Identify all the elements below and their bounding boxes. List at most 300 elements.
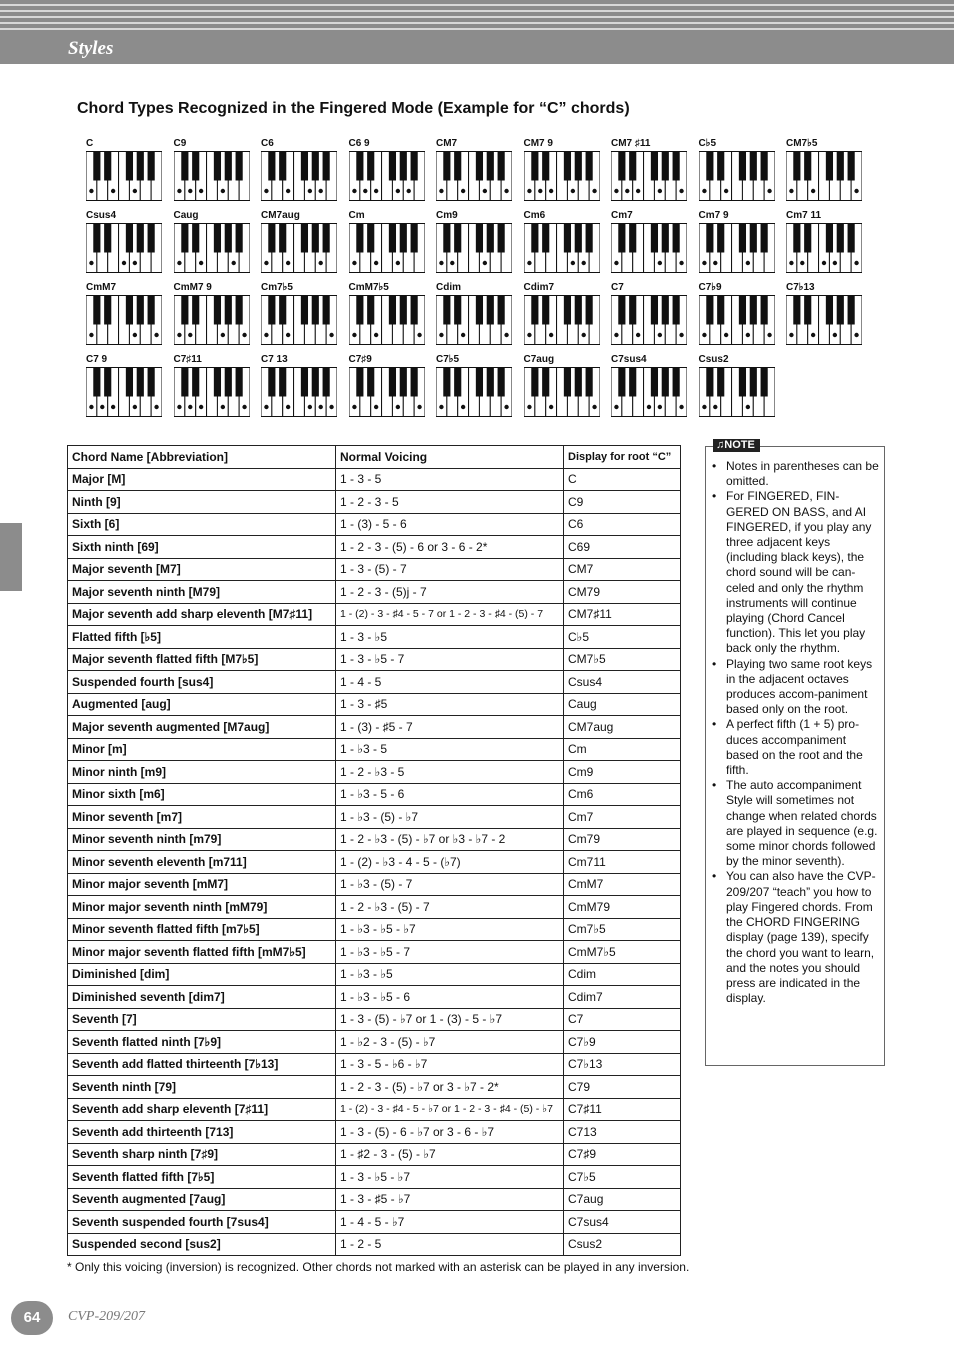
chord-name-cell: Minor seventh ninth [m79] (68, 828, 336, 851)
pressed-key-dot (352, 405, 356, 409)
voicing-cell: 1 - ♯2 - 3 - (5) - ♭7 (336, 1143, 564, 1166)
chord-name-cell: Seventh flatted fifth [7♭5] (68, 1166, 336, 1189)
pressed-key-dot (231, 261, 235, 265)
chord-diagram-name: Cm6 (523, 210, 546, 221)
pressed-key-dot (417, 333, 421, 337)
chord-diagram (436, 205, 516, 273)
pressed-key-dot (154, 405, 158, 409)
table-row (68, 783, 681, 806)
chord-diagram (786, 205, 866, 273)
black-key (826, 152, 833, 181)
table-row (68, 828, 681, 851)
voicing-cell: 1 - 3 - ♯5 (336, 693, 564, 716)
black-key (224, 224, 231, 253)
pressed-key-dot (352, 189, 356, 193)
table-row (68, 738, 681, 761)
keyboard-icon (524, 151, 600, 201)
display-cell: C7♭9 (564, 1031, 681, 1054)
black-key (268, 296, 275, 325)
black-key (793, 224, 800, 253)
chord-diagram (611, 349, 691, 417)
black-key (148, 368, 155, 397)
black-key (104, 152, 111, 181)
black-key (651, 368, 658, 397)
black-key (356, 368, 363, 397)
pressed-key-dot (220, 333, 224, 337)
keyboard-icon (524, 367, 600, 417)
voicing-cell: 1 - ♭3 - 5 - 6 (336, 783, 564, 806)
black-key (137, 224, 144, 253)
pressed-key-dot (548, 333, 552, 337)
pressed-key-dot (789, 261, 793, 265)
chord-diagram-name: Cm7♭5 (261, 282, 293, 293)
pressed-key-dot (504, 405, 508, 409)
pressed-key-dot (188, 189, 192, 193)
black-key (367, 152, 374, 181)
black-key (224, 368, 231, 397)
keyboard-icon (86, 223, 162, 273)
black-key (706, 152, 713, 181)
pressed-key-dot (461, 189, 465, 193)
chord-diagram-grid (86, 133, 886, 423)
pressed-key-dot (461, 405, 465, 409)
black-key (804, 296, 811, 325)
keyboard-icon (611, 151, 687, 201)
pressed-key-dot (198, 189, 202, 193)
note-item: • Notes in parentheses can be omitted. (711, 459, 881, 489)
model-name: CVP-209/207 (68, 1309, 145, 1324)
display-cell: C7sus4 (564, 1211, 681, 1234)
black-key (531, 368, 538, 397)
pressed-key-dot (373, 189, 377, 193)
chord-diagram (786, 277, 866, 345)
column-header-display: Display for root “C” (564, 446, 681, 469)
black-key (104, 368, 111, 397)
chord-name-cell: Seventh suspended fourth [7sus4] (68, 1211, 336, 1234)
black-key (717, 368, 724, 397)
pressed-key-dot (89, 261, 93, 265)
black-key (629, 296, 636, 325)
black-key (563, 296, 570, 325)
black-key (706, 224, 713, 253)
chord-diagram-name: C (86, 138, 94, 149)
pressed-key-dot (133, 333, 137, 337)
pressed-key-dot (111, 405, 115, 409)
keyboard-icon (349, 295, 425, 345)
chord-name-cell: Seventh flatted ninth [7♭9] (68, 1031, 336, 1054)
keyboard-icon (611, 223, 687, 273)
black-key (487, 152, 494, 181)
black-key (181, 368, 188, 397)
chord-diagram-name: CM7 9 (523, 138, 553, 149)
chord-diagram (261, 277, 341, 345)
table-row (68, 513, 681, 536)
keyboard-icon (436, 151, 512, 201)
voicing-cell: 1 - (2) - 3 - ♯4 - 5 - 7 or 1 - 2 - 3 - ♯4 - (5) - 7 (336, 603, 564, 626)
display-cell: CM7aug (564, 716, 681, 739)
pressed-key-dot (723, 189, 727, 193)
black-key (749, 224, 756, 253)
display-cell: C7♯11 (564, 1098, 681, 1121)
pressed-key-dot (614, 189, 618, 193)
note-item: • Playing two same root keys in the adjacent octaves produces accom-paniment based only on the root. (711, 657, 881, 718)
voicing-cell: 1 - ♭2 - 3 - (5) - ♭7 (336, 1031, 564, 1054)
pressed-key-dot (647, 405, 651, 409)
black-key (629, 224, 636, 253)
chord-diagram-name: C7♯11 (173, 354, 202, 365)
footnote: * Only this voicing (inversion) is recognized. Other chords not marked with an asterisk can be played in any inversion. (67, 1260, 690, 1274)
black-key (563, 224, 570, 253)
black-key (837, 152, 844, 181)
black-key (848, 296, 855, 325)
page-section-title: Styles (68, 38, 114, 59)
table-row (68, 1031, 681, 1054)
chord-diagram (611, 133, 691, 201)
pressed-key-dot (264, 189, 268, 193)
chord-diagram-name: CM7aug (261, 210, 300, 221)
pressed-key-dot (527, 261, 531, 265)
chord-diagram (611, 277, 691, 345)
black-key (749, 296, 756, 325)
black-key (651, 296, 658, 325)
black-key (629, 152, 636, 181)
table-header-row (68, 446, 681, 469)
pressed-key-dot (308, 405, 312, 409)
pressed-key-dot (242, 405, 246, 409)
black-key (443, 152, 450, 181)
pressed-key-dot (198, 261, 202, 265)
chord-diagram (86, 205, 166, 273)
black-key (356, 152, 363, 181)
pressed-key-dot (395, 261, 399, 265)
black-key (585, 224, 592, 253)
keyboard-icon (261, 151, 337, 201)
pressed-key-dot (373, 261, 377, 265)
black-key (793, 152, 800, 181)
pressed-key-dot (319, 261, 323, 265)
display-cell: CmM79 (564, 896, 681, 919)
chord-diagram (261, 349, 341, 417)
pressed-key-dot (702, 333, 706, 337)
voicing-cell: 1 - (2) - ♭3 - 4 - 5 - (♭7) (336, 851, 564, 874)
black-key (443, 224, 450, 253)
chord-diagram (174, 277, 254, 345)
pressed-key-dot (713, 261, 717, 265)
voicing-cell: 1 - ♭3 - (5) - ♭7 (336, 806, 564, 829)
black-key (454, 368, 461, 397)
pressed-key-dot (373, 405, 377, 409)
pressed-key-dot (723, 333, 727, 337)
pressed-key-dot (177, 261, 181, 265)
chord-diagram (349, 277, 429, 345)
pressed-key-dot (439, 333, 443, 337)
voicing-cell: 1 - 3 - 5 - ♭6 - ♭7 (336, 1053, 564, 1076)
chord-diagram (174, 133, 254, 201)
pressed-key-dot (133, 189, 137, 193)
voicing-cell: 1 - (3) - 5 - 6 (336, 513, 564, 536)
black-key (410, 224, 417, 253)
display-cell: Csus4 (564, 671, 681, 694)
voicing-cell: 1 - ♭3 - ♭5 - 7 (336, 941, 564, 964)
pressed-key-dot (789, 189, 793, 193)
chord-diagram (436, 349, 516, 417)
black-key (454, 152, 461, 181)
chord-name-cell: Ninth [9] (68, 491, 336, 514)
keyboard-icon (611, 367, 687, 417)
black-key (323, 224, 330, 253)
table-row (68, 918, 681, 941)
table-row (68, 941, 681, 964)
pressed-key-dot (352, 261, 356, 265)
display-cell: C7♭5 (564, 1166, 681, 1189)
header-stripes (0, 0, 954, 30)
pressed-key-dot (177, 189, 181, 193)
pressed-key-dot (450, 261, 454, 265)
chord-diagram (524, 205, 604, 273)
black-key (410, 296, 417, 325)
chord-diagram-name: C7♯9 (348, 354, 372, 365)
chord-diagram (86, 133, 166, 201)
pressed-key-dot (658, 333, 662, 337)
pressed-key-dot (548, 405, 552, 409)
display-cell: CmM7 (564, 873, 681, 896)
black-key (706, 368, 713, 397)
note-item: • For FINGERED, FIN-GERED ON BASS, and AI FINGERED, if you play any three adjacent keys (including black keys), the chord sound will be can-celed and only the rhythm instruments will continue playing (Chord Cancel function). This let you play back only the rhythm. (711, 489, 881, 656)
black-key (498, 368, 505, 397)
keyboard-icon (261, 367, 337, 417)
pressed-key-dot (417, 405, 421, 409)
black-key (213, 224, 220, 253)
black-key (476, 296, 483, 325)
voicing-cell: 1 - 2 - 5 (336, 1233, 564, 1256)
black-key (268, 368, 275, 397)
black-key (312, 368, 319, 397)
chord-diagram (699, 205, 779, 273)
black-key (93, 368, 100, 397)
pressed-key-dot (461, 333, 465, 337)
table-row (68, 1143, 681, 1166)
chord-diagram-name: CM7 (436, 138, 458, 149)
black-key (367, 368, 374, 397)
pressed-key-dot (286, 189, 290, 193)
chord-diagram-name: C7aug (523, 354, 555, 365)
black-key (323, 152, 330, 181)
chord-name-cell: Minor seventh flatted fifth [m7♭5] (68, 918, 336, 941)
voicing-cell: 1 - 4 - 5 (336, 671, 564, 694)
pressed-key-dot (745, 333, 749, 337)
black-key (323, 296, 330, 325)
voicing-cell: 1 - 2 - ♭3 - 5 (336, 761, 564, 784)
black-key (804, 152, 811, 181)
pressed-key-dot (395, 405, 399, 409)
table-row (68, 806, 681, 829)
note-item: • You can also have the CVP-209/207 “teach” you how to play Fingered chords. From the CHORD FINGERING display (page 139), specify the chord you want to learn, and the notes you should press are indicated in the display. (711, 869, 881, 1006)
pressed-key-dot (286, 261, 290, 265)
pressed-key-dot (308, 189, 312, 193)
pressed-key-dot (702, 405, 706, 409)
display-cell: Cm711 (564, 851, 681, 874)
voicing-cell: 1 - ♭3 - ♭5 - ♭7 (336, 918, 564, 941)
black-key (93, 152, 100, 181)
chord-diagram (436, 277, 516, 345)
chord-diagram-name: C7sus4 (611, 354, 647, 365)
black-key (706, 296, 713, 325)
black-key (126, 296, 133, 325)
pressed-key-dot (89, 405, 93, 409)
black-key (399, 152, 406, 181)
black-key (268, 224, 275, 253)
chord-diagram-name: Cm (348, 210, 365, 221)
chord-diagram (699, 349, 779, 417)
keyboard-icon (349, 223, 425, 273)
black-key (662, 368, 669, 397)
pressed-key-dot (439, 261, 443, 265)
note-icon: ♫ (716, 439, 725, 451)
chord-diagram-name: Cm7 9 (698, 210, 729, 221)
pressed-key-dot (767, 333, 771, 337)
voicing-cell: 1 - 2 - 3 - (5) - 6 or 3 - 6 - 2* (336, 536, 564, 559)
black-key (235, 368, 242, 397)
black-key (454, 296, 461, 325)
display-cell: CM7♭5 (564, 648, 681, 671)
black-key (563, 368, 570, 397)
display-cell: C6 (564, 513, 681, 536)
table-row (68, 603, 681, 626)
voicing-cell: 1 - 3 - (5) - 6 - ♭7 or 3 - 6 - ♭7 (336, 1121, 564, 1144)
display-cell: C7aug (564, 1188, 681, 1211)
display-cell: Cdim7 (564, 986, 681, 1009)
table-row (68, 581, 681, 604)
keyboard-icon (174, 151, 250, 201)
voicing-cell: 1 - ♭3 - 5 (336, 738, 564, 761)
keyboard-icon (786, 151, 862, 201)
black-key (542, 368, 549, 397)
black-key (367, 224, 374, 253)
chord-name-cell: Minor seventh [m7] (68, 806, 336, 829)
chord-diagram (174, 205, 254, 273)
column-header-normal-voicing: Normal Voicing (336, 446, 564, 469)
pressed-key-dot (658, 189, 662, 193)
display-cell: C9 (564, 491, 681, 514)
black-key (213, 368, 220, 397)
display-cell: C♭5 (564, 626, 681, 649)
table-row (68, 626, 681, 649)
pressed-key-dot (352, 333, 356, 337)
black-key (662, 296, 669, 325)
black-key (673, 152, 680, 181)
black-key (93, 224, 100, 253)
black-key (673, 296, 680, 325)
display-cell: Cm6 (564, 783, 681, 806)
keyboard-icon (86, 295, 162, 345)
keyboard-icon (524, 223, 600, 273)
black-key (279, 368, 286, 397)
pressed-key-dot (122, 261, 126, 265)
keyboard-icon (699, 151, 775, 201)
chord-diagram-name: C6 9 (348, 138, 370, 149)
black-key (235, 152, 242, 181)
chord-diagram-name: Cdim (436, 282, 461, 293)
chord-diagram-name: C7 (611, 282, 624, 293)
pressed-key-dot (592, 189, 596, 193)
pressed-key-dot (286, 333, 290, 337)
table-row (68, 536, 681, 559)
black-key (760, 224, 767, 253)
table-row (68, 671, 681, 694)
voicing-cell: 1 - 3 - ♭5 - 7 (336, 648, 564, 671)
table-row (68, 1053, 681, 1076)
black-key (279, 152, 286, 181)
keyboard-icon (699, 367, 775, 417)
keyboard-icon (611, 295, 687, 345)
pressed-key-dot (679, 189, 683, 193)
pressed-key-dot (319, 189, 323, 193)
pressed-key-dot (264, 333, 268, 337)
display-cell: Cm9 (564, 761, 681, 784)
table-row (68, 1098, 681, 1121)
pressed-key-dot (614, 333, 618, 337)
chord-name-cell: Seventh ninth [79] (68, 1076, 336, 1099)
pressed-key-dot (833, 261, 837, 265)
pressed-key-dot (614, 405, 618, 409)
black-key (574, 152, 581, 181)
pressed-key-dot (220, 189, 224, 193)
chord-diagram-name: C7♭13 (786, 282, 815, 293)
chord-name-cell: Suspended fourth [sus4] (68, 671, 336, 694)
pressed-key-dot (439, 405, 443, 409)
pressed-key-dot (242, 333, 246, 337)
table-row (68, 873, 681, 896)
black-key (356, 296, 363, 325)
black-key (531, 152, 538, 181)
black-key (476, 224, 483, 253)
chord-diagram (524, 349, 604, 417)
chord-diagram (786, 133, 866, 201)
pressed-key-dot (483, 189, 487, 193)
pressed-key-dot (111, 189, 115, 193)
pressed-key-dot (548, 189, 552, 193)
chord-name-cell: Minor [m] (68, 738, 336, 761)
chord-diagram-name: C7 9 (86, 354, 108, 365)
black-key (563, 152, 570, 181)
table-row (68, 1233, 681, 1256)
section-title: Chord Types Recognized in the Fingered Mode (Example for “C” chords) (77, 100, 630, 117)
voicing-cell: 1 - 3 - (5) - 7 (336, 558, 564, 581)
chord-diagram-name: Caug (173, 210, 199, 221)
chord-diagram-name: Cm7 11 (786, 210, 822, 221)
black-key (181, 152, 188, 181)
black-key (312, 224, 319, 253)
pressed-key-dot (854, 189, 858, 193)
pressed-key-dot (713, 405, 717, 409)
black-key (126, 224, 133, 253)
display-cell: Cm7 (564, 806, 681, 829)
chord-types-table (67, 445, 681, 1256)
black-key (301, 224, 308, 253)
black-key (399, 368, 406, 397)
pressed-key-dot (789, 333, 793, 337)
black-key (574, 224, 581, 253)
display-cell: Cm79 (564, 828, 681, 851)
pressed-key-dot (319, 405, 323, 409)
table-row (68, 963, 681, 986)
pressed-key-dot (373, 333, 377, 337)
keyboard-icon (436, 295, 512, 345)
pressed-key-dot (745, 405, 749, 409)
keyboard-icon (436, 223, 512, 273)
chord-name-cell: Diminished [dim] (68, 963, 336, 986)
pressed-key-dot (833, 333, 837, 337)
